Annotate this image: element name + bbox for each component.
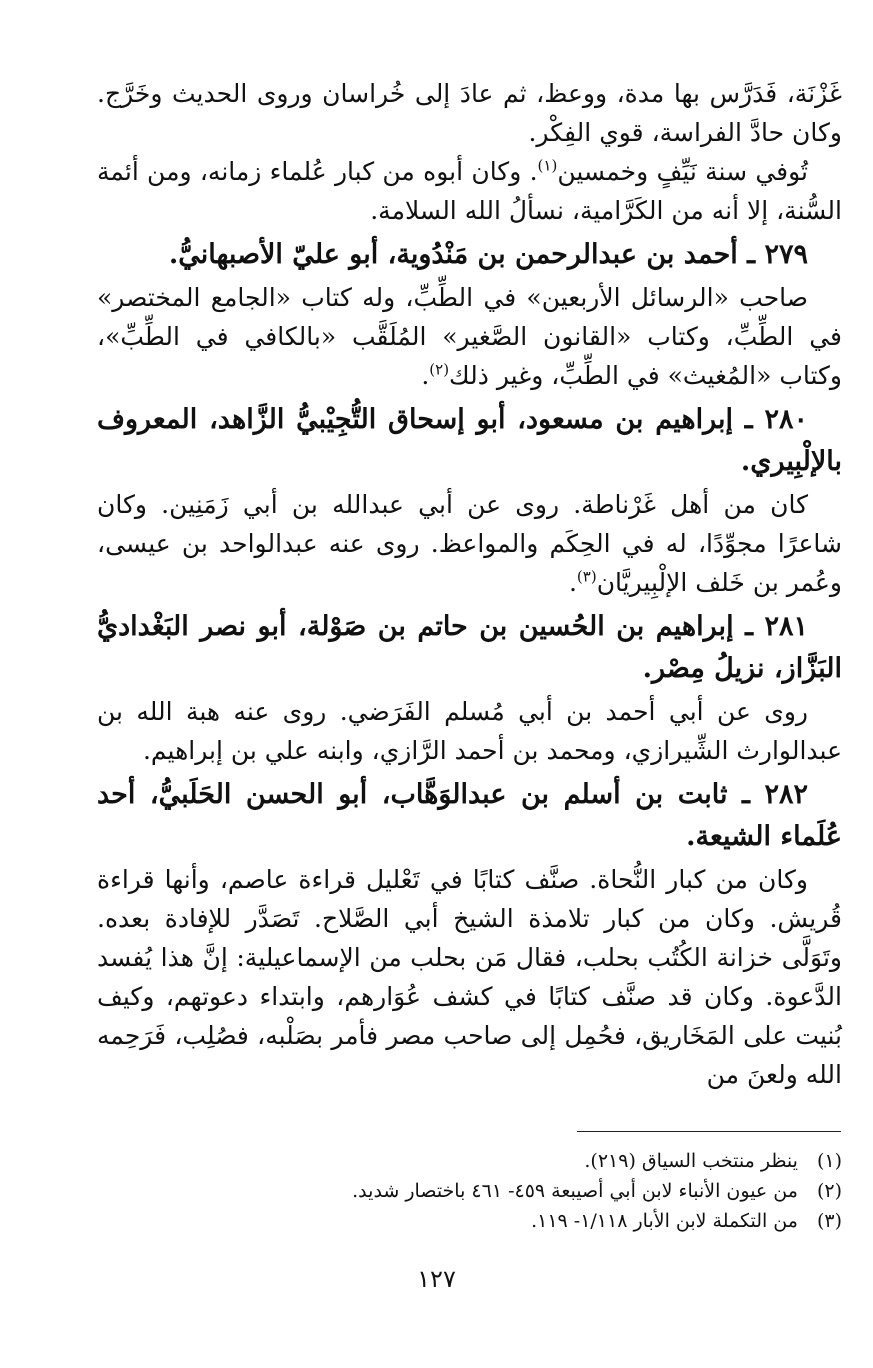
paragraph-text: . [568, 568, 577, 597]
footnote-number: (١) [816, 1150, 842, 1172]
footnote-text: ينظر منتخب السياق (٢١٩). [584, 1150, 798, 1172]
paragraph-text: تُوفي سنة نَيِّفٍ وخمسين [557, 157, 808, 186]
paragraph-death-note [97, 152, 842, 230]
footnote-text: من عيون الأنباء لابن أبي أصيبعة ٤٥٩- ٤٦١ باختصار شديد. [352, 1180, 798, 1202]
entry-heading-280: ٢٨٠ ـ إبراهيم بن مسعود، أبو إسحاق التُّجِيْبيُّ الزَّاهد، المعروف بالإلْبِيري. [97, 404, 842, 477]
paragraph-text: . [421, 361, 430, 390]
paragraph-text: صاحب «الرسائل الأربعين» في الطِّبِّ، وله كتاب «الجامع المختصر» في الطِّبِّ، وكتاب «القانون الصَّغير» المُلَقَّب «بالكافي في الطِّبِّ»، وكتاب «المُغيث» في الطِّبِّ، وغير ذلك [97, 283, 842, 390]
footnotes [120, 1146, 842, 1236]
footnote-text: من التكملة لابن الأبار ١/١١٨- ١١٩. [531, 1210, 798, 1232]
paragraph-entry-280 [97, 485, 842, 602]
entry-heading-279: ٢٧٩ ـ أحمد بن عبدالرحمن بن مَنْدُوية، أبو عليّ الأصبهانيُّ. [168, 239, 808, 270]
page-body [97, 74, 842, 1094]
paragraph-text: كان من أهل غَرْناطة. روى عن أبي عبدالله بن أبي زَمَنِين. وكان شاعرًا مجوِّدًا، له في الحِكَم والمواعظ. روى عنه عبدالواحد بن عيسى، وعُمر بن خَلف الإلْبِيريَّان [97, 490, 842, 597]
entry-heading-282: ٢٨٢ ـ ثابت بن أسلم بن عبدالوَهَّاب، أبو الحسن الحَلَبيُّ، أحد عُلَماء الشيعة. [97, 779, 842, 852]
paragraph-continuation: غَزْنَة، فَدَرَّس بها مدة، ووعظ، ثم عادَ إلى خُراسان وروى الحديث وخَرَّج. وكان حادَّ الفراسة، قوي الفِكْر. [97, 79, 842, 147]
footnote-number: (٢) [816, 1180, 842, 1202]
footnote-number: (٣) [816, 1210, 842, 1232]
paragraph-entry-282: وكان من كبار النُّحاة. صنَّف كتابًا في تَعْليل قراءة عاصم، وأنها قراءة قُريش. وكان من كبار تلامذة الشيخ أبي الصَّلاح. تَصَدَّر للإفادة بعده. وتَوَلَّى خزانة الكُتُب بحلب، فقال مَن بحلب من الإسماعيلية: إنَّ هذا يُفسد الدَّعوة. وكان قد صنَّف كتابًا في كشف عُوَارهم، وابتداء دعوتهم، وكيف بُنيت على المَخَاريق، فحُمِل إلى صاحب مصر فأمر بصَلْبه، فصُلِب، فَرَحِمه الله ولعنَ من [97, 865, 842, 1089]
footnote-ref-1[interactable]: (١) [537, 156, 558, 175]
footnote-divider [577, 1131, 841, 1132]
footnote-ref-2[interactable]: (٢) [429, 360, 450, 379]
paragraph-entry-279 [97, 278, 842, 395]
page-number: ١٢٧ [417, 1265, 456, 1293]
footnote-3 [120, 1206, 842, 1236]
footnote-1 [120, 1146, 842, 1176]
paragraph-entry-281: روى عن أبي أحمد بن أبي مُسلم الفَرَضي. روى عنه هبة الله بن عبدالوارث الشِّيرازي، ومحمد بن أحمد الرَّازي، وابنه علي بن إبراهيم. [97, 697, 842, 765]
entry-heading-281: ٢٨١ ـ إبراهيم بن الحُسين بن حاتم بن صَوْلة، أبو نصر البَغْداديُّ البَزَّاز، نزيلُ مِصْر. [97, 611, 842, 684]
footnote-2 [120, 1176, 842, 1206]
paragraph-text: . وكان أبوه من كبار عُلماء زمانه، ومن أئمة السُّنة، إلا أنه من الكَرَّامية، نسألُ الله السلامة. [97, 157, 842, 225]
footnote-ref-3[interactable]: (٣) [576, 567, 597, 586]
